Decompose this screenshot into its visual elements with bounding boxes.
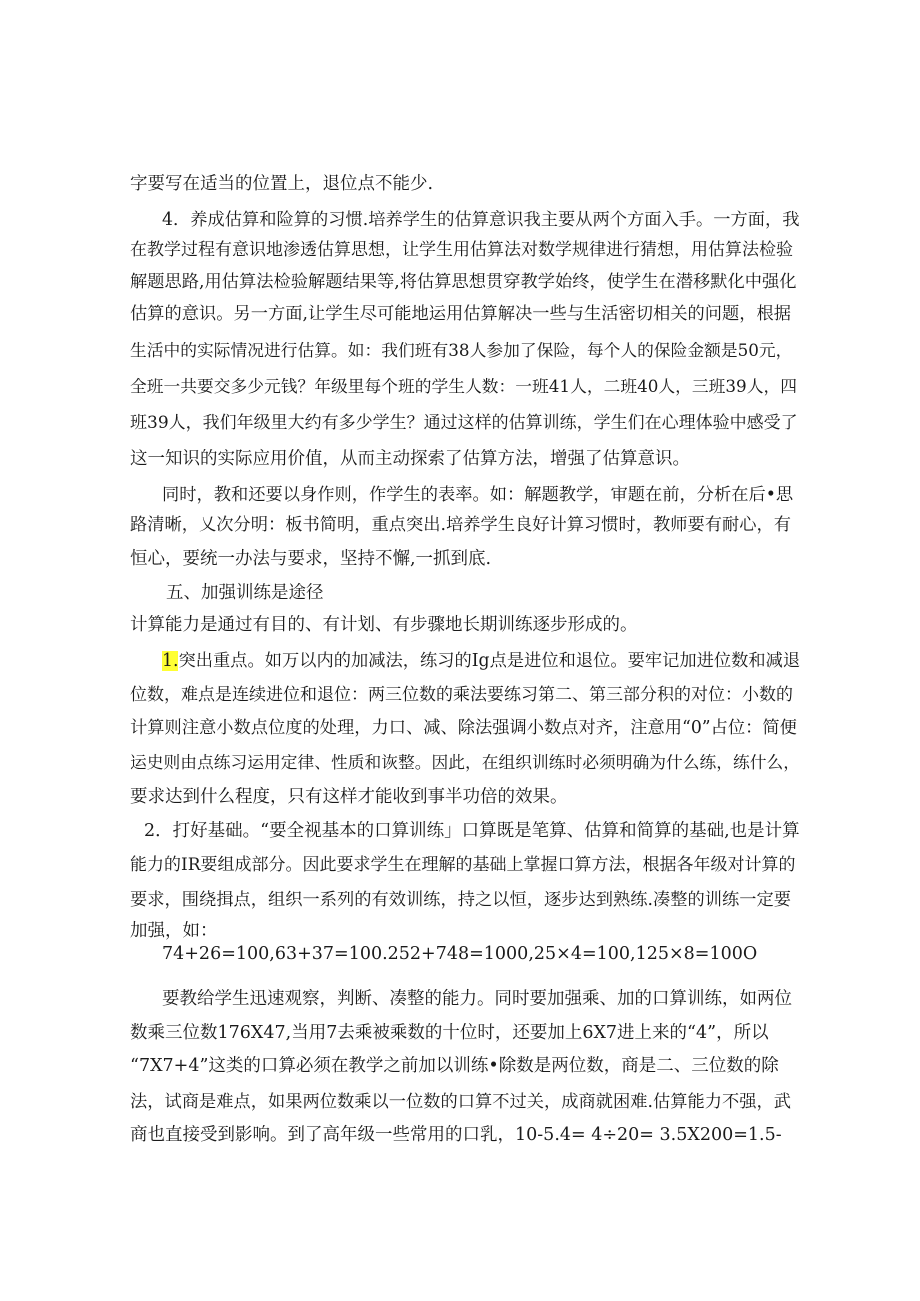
text-line: 班39人，我们年级里大约有多少学生？通过这样的估算训练，学生们在心理体验中感受了: [130, 413, 798, 433]
text-line: 全班一共要交多少元钱？年级里每个班的学生人数：一班41人，二班40人，三班39人，四: [130, 376, 797, 396]
text-line: 解题思路,用估算法检验解题结果等,将估算思想贯穿教学始终，使学生在潜移默化中强化: [130, 272, 797, 292]
text-line: 计算能力是通过有目的、有计划、有步骤地长期训练逐步形成的。: [130, 615, 638, 635]
text-line: 商也直接受到影响。到了高年级一些常用的口乳，10-5.4= 4÷20= 3.5X200=1.5-: [130, 1125, 782, 1145]
text-line: 要求达到什么程度，只有这样才能收到事半功倍的效果。: [130, 787, 568, 807]
formula-line: 74+26=100,63+37=100.252+748=1000,25×4=100,125×8=100O: [162, 944, 758, 964]
text-line: 位数，难点是连续进位和退位：两三位数的乘法要练习第二、第三部分积的对位：小数的: [130, 685, 793, 705]
text-line: 计算则注意小数点位度的处理，力口、减、除法强调小数点对齐，注意用“0”占位：简便: [130, 718, 797, 738]
text-line: 估算的意识。另一方面,让学生尽可能地运用估算解决一些与生活密切相关的问题，根据: [130, 304, 791, 324]
text-line: 路清晰，乂次分明：板书简明，重点突出.培养学生良好计算习惯时，教师要有耐心，有: [130, 515, 791, 535]
text-line: 恒心，要统一办法与要求，坚持不懈,一抓到底.: [130, 549, 492, 569]
section-heading: 五、加强训练是途径: [166, 583, 324, 603]
text-line: 4．养成估算和险算的习惯.培养学生的估算意识我主要从两个方面入手。一方面，我: [162, 210, 800, 230]
text-line: 在教学过程有意识地渗透估算思想，让学生用估算法对数学规律进行猜想，用估算法检验: [130, 240, 793, 260]
text-line: 能力的IR要组成部分。因此要求学生在理解的基础上掌握口算方法，根据各年级对计算的: [130, 855, 796, 875]
text-line: “7X7+4”这类的口算必须在教学之前加以训练•除数是两位数，商是二、三位数的除: [130, 1056, 779, 1076]
text-line: 运史则由点练习运用定律、性质和诙整。因此，在组织训练时必须明确为什么练，练什么，: [130, 752, 801, 772]
text-line: 要求，围绕揖点，组织一系列的有效训练，持之以恒，逐步达到熟练.凑整的训练一定要: [130, 890, 791, 910]
text-line: 字要写在适当的位置上，退位点不能少.: [130, 174, 434, 194]
text-line: 同时，教和还要以身作则，作学生的表率。如：解题教学，审题在前，分析在后•思: [162, 485, 794, 505]
text-line: 数乘三位数176X47,当用7去乘被乘数的十位时，还要加上6X7进上来的“4”，所以: [130, 1023, 769, 1043]
text-span: 突出重点。如万以内的加减法，练习的Ig点是进位和退位。要牢记加进位数和减退: [178, 651, 801, 671]
text-line: 生活中的实际情况进行估算。如：我们班有38人参加了保险，每个人的保险金额是50元，: [130, 340, 793, 360]
text-line: 法，试商是难点，如果两位数乘以一位数的口算不过关，成商就困难.估算能力不强，武: [130, 1092, 791, 1112]
highlighted-item-number: 1.: [162, 651, 179, 671]
text-line: 2．打好基础。“要全视基本的口算训练」口算既是笔算、估算和简算的基础,也是计算: [144, 821, 800, 841]
text-line: [162, 653, 800, 670]
text-line: 要教给学生迅速观察，判断、凑整的能力。同时要加强乘、加的口算训练，如两位: [162, 989, 792, 1009]
text-line: 加强，如：: [130, 921, 218, 941]
document-body: [130, 0, 800, 1301]
text-line: 这一知识的实际应用价值，从而主动探索了估算方法，增强了估算意识。: [130, 449, 690, 469]
